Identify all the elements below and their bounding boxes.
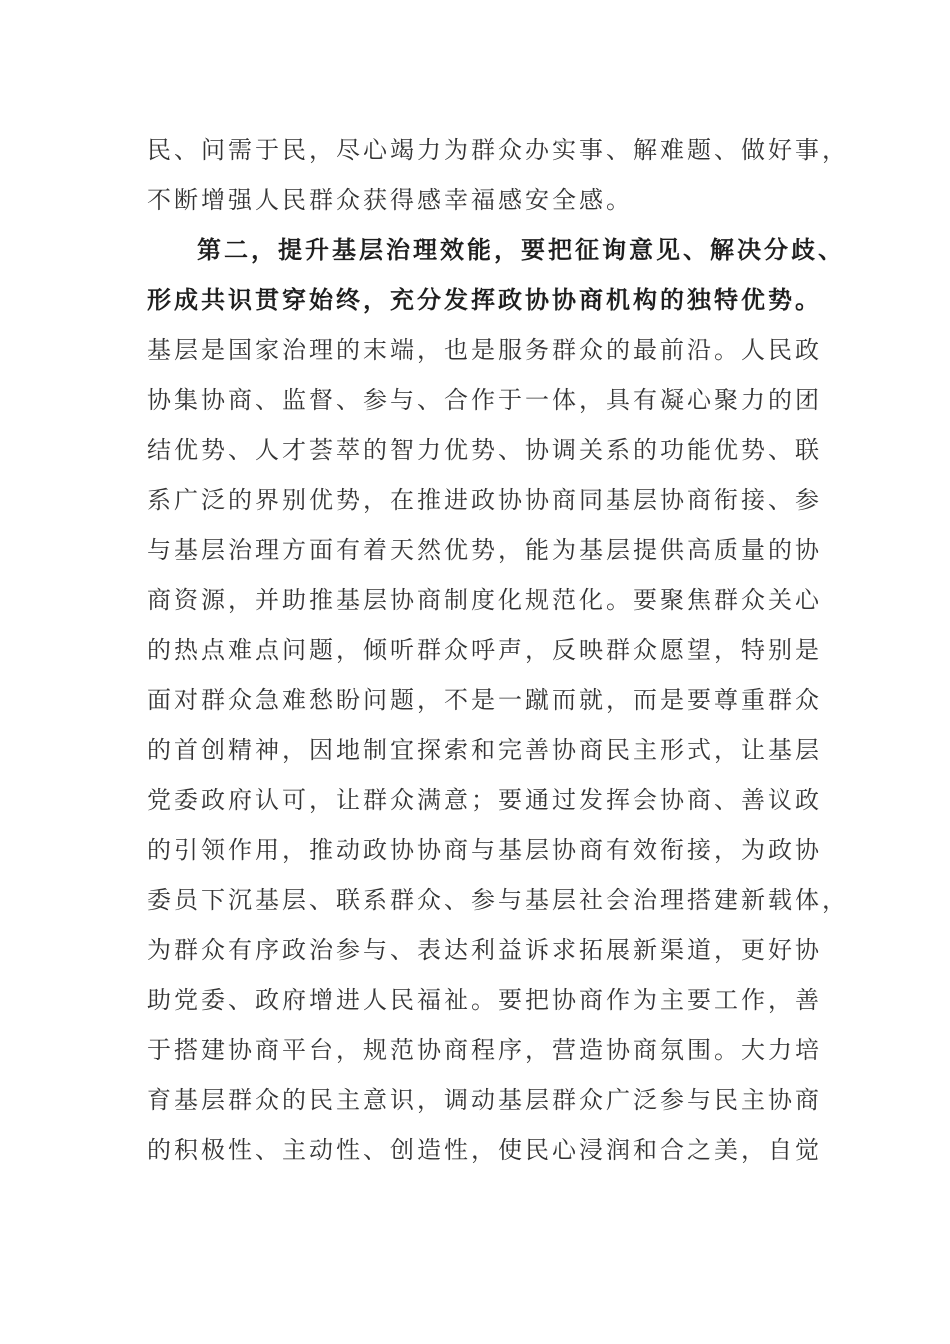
- text-line: 不断增强人民群众获得感幸福感安全感。: [147, 186, 633, 214]
- text-line: 协集协商、监督、参与、合作于一体，具有凝心聚力的团: [147, 386, 822, 414]
- text-line: 结优势、人才荟萃的智力优势、协调关系的功能优势、联: [147, 436, 822, 464]
- text-line: 的引领作用，推动政协协商与基层协商有效衔接，为政协: [147, 836, 822, 864]
- body-text: [147, 125, 849, 1175]
- text-line: 商资源，并助推基层协商制度化规范化。要聚焦群众关心: [147, 586, 822, 614]
- text-line: 面对群众急难愁盼问题，不是一蹴而就，而是要尊重群众: [147, 686, 822, 714]
- text-line: 助党委、政府增进人民福祉。要把协商作为主要工作，善: [147, 986, 822, 1014]
- text-line: 委员下沉基层、联系群众、参与基层社会治理搭建新载体，: [147, 886, 849, 914]
- text-line: 与基层治理方面有着天然优势，能为基层提供高质量的协: [147, 536, 822, 564]
- section-heading-line: 第二，提升基层治理效能，要把征询意见、解决分歧、: [197, 235, 845, 264]
- text-line: 为群众有序政治参与、表达利益诉求拓展新渠道，更好协: [147, 936, 822, 964]
- text-line: 的热点难点问题，倾听群众呼声，反映群众愿望，特别是: [147, 636, 822, 664]
- text-line: 的首创精神，因地制宜探索和完善协商民主形式，让基层: [147, 736, 822, 764]
- text-line: 基层是国家治理的末端，也是服务群众的最前沿。人民政: [147, 336, 822, 364]
- text-line: 于搭建协商平台，规范协商程序，营造协商氛围。大力培: [147, 1036, 822, 1064]
- text-line: 党委政府认可，让群众满意；要通过发挥会协商、善议政: [147, 786, 822, 814]
- text-line: 的积极性、主动性、创造性，使民心浸润和合之美，自觉: [147, 1136, 822, 1164]
- section-heading-line: 形成共识贯穿始终，充分发挥政协协商机构的独特优势。: [147, 285, 822, 314]
- text-line: 系广泛的界别优势，在推进政协协商同基层协商衔接、参: [147, 486, 822, 514]
- text-line: 民、问需于民，尽心竭力为群众办实事、解难题、做好事，: [147, 136, 849, 164]
- text-line: 育基层群众的民主意识，调动基层群众广泛参与民主协商: [147, 1086, 822, 1114]
